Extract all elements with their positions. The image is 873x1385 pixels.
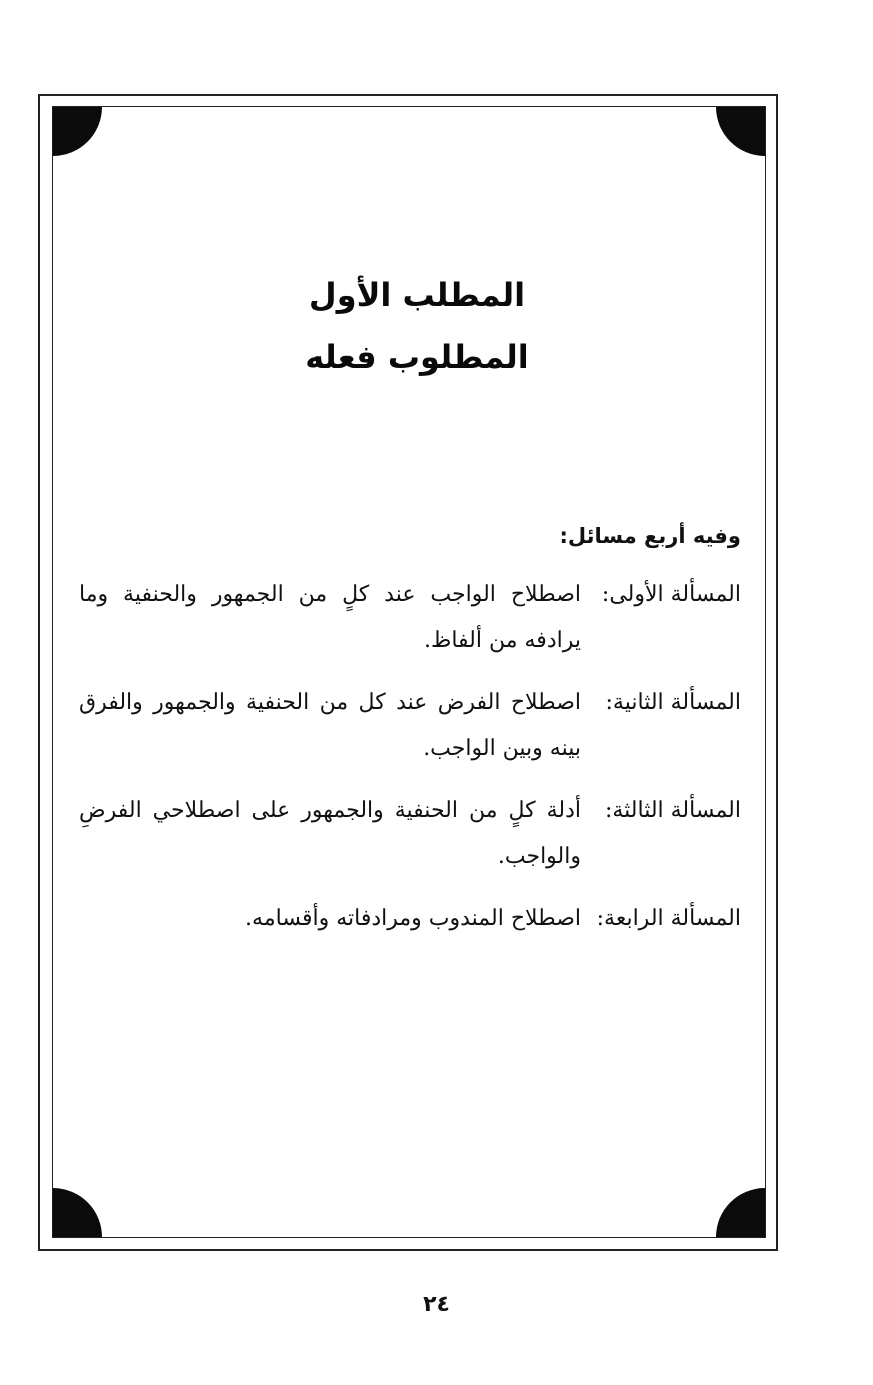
issue-text: اصطلاح الفرض عند كل من الحنفية والجمهور والفرق بينه وبين الواجب. bbox=[79, 690, 581, 761]
issue-text: أدلة كلٍ من الحنفية والجمهور على اصطلاحي الفرضِ والواجب. bbox=[79, 798, 581, 869]
issue-item bbox=[79, 896, 741, 942]
section-subtitle: المطلوب فعله bbox=[305, 338, 529, 376]
issues-section bbox=[79, 518, 741, 958]
issue-label: المسألة الرابعة: bbox=[596, 906, 741, 931]
issue-item bbox=[79, 788, 741, 880]
issue-item bbox=[79, 572, 741, 664]
section-title: المطلب الأول bbox=[308, 276, 526, 314]
issue-item bbox=[79, 680, 741, 772]
corner-ornament-top-left bbox=[52, 106, 102, 156]
corner-ornament-top-right bbox=[716, 106, 766, 156]
corner-ornament-bottom-right bbox=[716, 1188, 766, 1238]
issue-label: المسألة الثالثة: bbox=[604, 798, 741, 823]
issue-text: اصطلاح المندوب ومرادفاته وأقسامه. bbox=[245, 906, 581, 931]
issue-text: اصطلاح الواجب عند كلٍ من الجمهور والحنفية وما يرادفه من ألفاظ. bbox=[79, 582, 581, 653]
issues-intro: وفيه أربع مسائل: bbox=[559, 524, 741, 548]
corner-ornament-bottom-left bbox=[52, 1188, 102, 1238]
issue-label: المسألة الأولى: bbox=[601, 582, 741, 607]
issue-label: المسألة الثانية: bbox=[605, 690, 741, 715]
page-number: ٢٤ bbox=[423, 1292, 450, 1317]
